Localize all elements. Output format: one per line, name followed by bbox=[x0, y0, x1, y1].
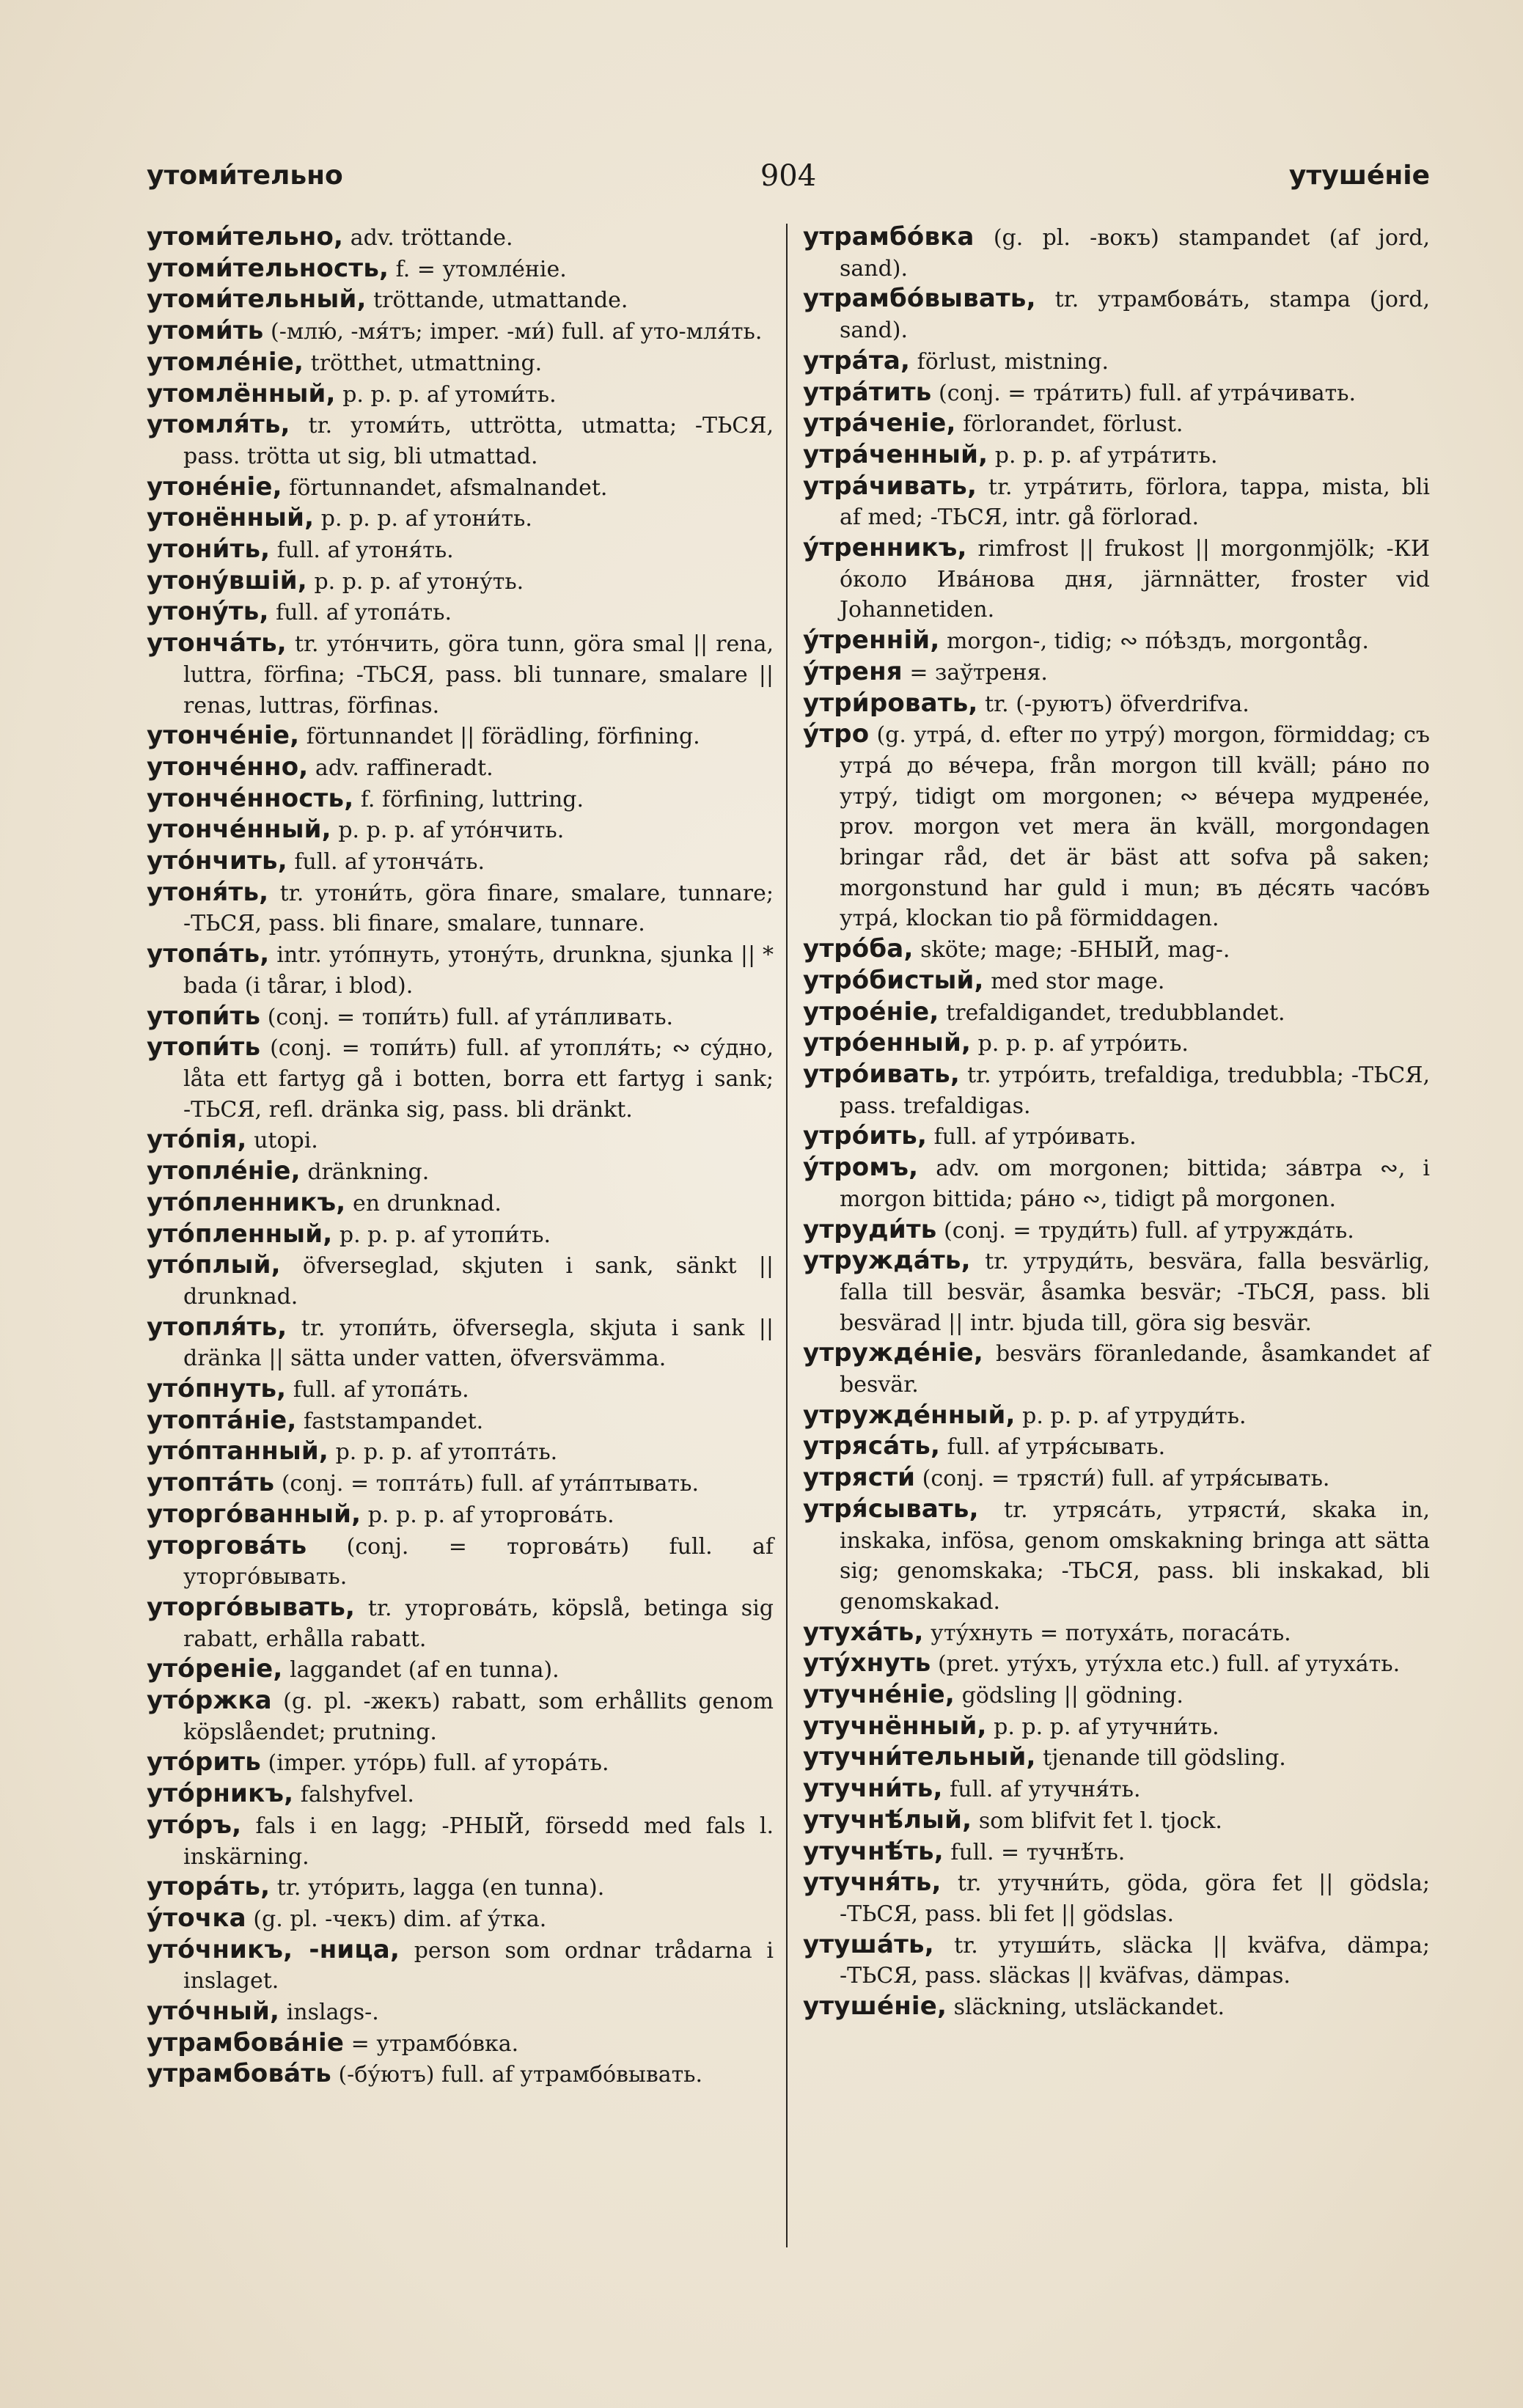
entry-headword: уто́пія, bbox=[147, 1125, 247, 1155]
entry-headword: утружде́нный, bbox=[803, 1400, 1016, 1430]
entry-definition: besvärs föranledande, åsamkandet af besvär. bbox=[840, 1341, 1430, 1398]
page-header bbox=[147, 154, 1430, 198]
dictionary-entry bbox=[147, 222, 774, 254]
dictionary-entry bbox=[147, 1250, 774, 1312]
entry-headword: утра́ченный, bbox=[803, 439, 988, 469]
entry-headword: утро́ивать, bbox=[803, 1059, 960, 1089]
entry-headword: утоми́ть bbox=[147, 316, 264, 346]
dictionary-entry bbox=[803, 346, 1430, 378]
entry-headword: утонче́нный, bbox=[147, 815, 331, 845]
dictionary-entry bbox=[147, 1593, 774, 1654]
dictionary-entry bbox=[147, 1002, 774, 1033]
dictionary-entry bbox=[803, 1401, 1430, 1432]
entry-definition: (g. pl. -вокъ) stampandet (af jord, sand). bbox=[840, 225, 1430, 282]
entry-definition: tr. уто́рить, lagga (en tunna). bbox=[270, 1875, 605, 1901]
entry-headword: утоми́тельно, bbox=[147, 222, 344, 252]
dictionary-entry bbox=[147, 1406, 774, 1437]
dictionary-entry bbox=[803, 1680, 1430, 1711]
entry-definition: tr. утоми́ть, uttrötta, utmatta; -ТЬСЯ, pass. trötta ut sig, bli utmattad. bbox=[183, 413, 774, 469]
dictionary-entry bbox=[803, 1494, 1430, 1618]
entry-definition: p. p. p. af утучни́ть. bbox=[986, 1714, 1219, 1740]
entry-definition: morgon-, tidig; ∾ по́ѣздъ, morgontåg. bbox=[939, 628, 1369, 655]
entry-headword: утучни́тельный, bbox=[803, 1742, 1036, 1772]
entry-definition: full. af утонча́ть. bbox=[287, 849, 485, 876]
entry-headword: утомле́ніе, bbox=[147, 347, 304, 377]
dictionary-entry bbox=[147, 1468, 774, 1500]
entry-headword: уту́хнуть bbox=[803, 1648, 931, 1678]
entry-definition: full. af утучня́ть. bbox=[942, 1777, 1141, 1803]
dictionary-entry bbox=[803, 657, 1430, 689]
dictionary-entry bbox=[147, 1997, 774, 2028]
entry-definition: tr. утуши́ть, släcka || kväfva, dämpa; -ТЬСЯ, pass. släckas || kväfvas, dämpas. bbox=[840, 1932, 1430, 1989]
dictionary-entry bbox=[803, 1774, 1430, 1805]
entry-headword: утонче́ніе, bbox=[147, 721, 300, 751]
dictionary-entry bbox=[147, 784, 774, 815]
entry-headword: утра́чивать, bbox=[803, 471, 977, 501]
entry-headword: утрамбо́вка bbox=[803, 222, 975, 252]
dictionary-entry bbox=[147, 878, 774, 939]
entry-definition: tjenande till gödsling. bbox=[1035, 1745, 1286, 1772]
dictionary-entry bbox=[803, 997, 1430, 1029]
dictionary-entry bbox=[147, 1313, 774, 1374]
entry-headword: утрамбова́ть bbox=[147, 2059, 331, 2089]
running-head-right: утуше́ніе bbox=[1288, 161, 1430, 191]
dictionary-entry bbox=[803, 1431, 1430, 1463]
entry-definition: (conj. = топи́ть) full. af утопля́ть; ∾ су́дно, låta ett fartyg gå i botten, borra ett fartyg i sank; -ТЬСЯ, refl. dränka sig, pass. bli dränkt. bbox=[183, 1035, 774, 1123]
entry-definition: (conj. = трясти́) full. af утря́сывать. bbox=[915, 1466, 1330, 1492]
entry-headword: утоня́ть, bbox=[147, 877, 269, 907]
dictionary-entry bbox=[147, 316, 774, 348]
dictionary-entry bbox=[803, 222, 1430, 284]
dictionary-entry bbox=[803, 1805, 1430, 1837]
dictionary-entry bbox=[803, 625, 1430, 657]
entry-headword: утоми́тельный, bbox=[147, 285, 367, 315]
entry-definition: fals i en lagg; -РНЫЙ, försedd med fals l. inskärning. bbox=[183, 1813, 774, 1870]
entry-headword: утопля́ть, bbox=[147, 1312, 287, 1342]
entry-definition: tr. утрамбова́ть, stampa (jord, sand). bbox=[840, 287, 1430, 344]
dictionary-entry bbox=[147, 1531, 774, 1593]
dictionary-entry bbox=[803, 1153, 1430, 1214]
dictionary-entry bbox=[803, 934, 1430, 966]
entry-definition: p. p. p. af утопта́ть. bbox=[329, 1439, 558, 1466]
dictionary-entry bbox=[147, 2028, 774, 2060]
dictionary-entry bbox=[147, 348, 774, 379]
dictionary-entry bbox=[147, 1810, 774, 1872]
entry-headword: уто́рить bbox=[147, 1747, 261, 1777]
entry-headword: уто́пнуть, bbox=[147, 1374, 287, 1404]
dictionary-entry bbox=[147, 1500, 774, 1531]
entry-headword: у́тренникъ, bbox=[803, 533, 967, 563]
entry-definition: öfverseglad, skjuten i sank, sänkt || drunknad. bbox=[183, 1253, 774, 1310]
entry-headword: утомлённый, bbox=[147, 378, 336, 408]
entry-headword: уто́чный, bbox=[147, 1997, 280, 2027]
entry-definition: dränkning. bbox=[300, 1159, 430, 1186]
entry-headword: утонча́ть, bbox=[147, 628, 287, 658]
entry-definition: p. p. p. af утро́ить. bbox=[971, 1031, 1189, 1057]
entry-definition: full. af утопа́ть. bbox=[286, 1377, 469, 1403]
dictionary-entry bbox=[147, 721, 774, 752]
entry-definition: förtunnandet || förädling, förfining. bbox=[299, 724, 700, 750]
entry-definition: trötthet, utmattning. bbox=[304, 350, 543, 376]
entry-definition: sköte; mage; -БНЫЙ, mag-. bbox=[913, 937, 1230, 963]
entry-definition: tr. утряса́ть, утрясти́, skaka in, inskaka, infösa, genom omskakning bringa att sätta sig; genomskaka; -ТЬСЯ, pass. bli inskakad, bli genomskakad. bbox=[840, 1497, 1430, 1615]
entry-definition: уту́хнуть = потуха́ть, погаса́ть. bbox=[923, 1620, 1291, 1646]
entry-headword: уто́ръ, bbox=[147, 1810, 242, 1840]
entry-headword: уторго́ванный, bbox=[147, 1499, 362, 1529]
entry-definition: adv. raffineradt. bbox=[308, 755, 493, 781]
dictionary-entry bbox=[803, 1121, 1430, 1153]
entry-headword: утро́ба, bbox=[803, 934, 914, 964]
dictionary-entry bbox=[147, 1156, 774, 1188]
dictionary-entry bbox=[147, 597, 774, 628]
entry-definition: (-бу́ютъ) full. af утрамбо́вывать. bbox=[331, 2062, 703, 2088]
entry-definition: trefaldigandet, tredubblandet. bbox=[939, 999, 1285, 1026]
entry-definition: person som ordnar trådarna i inslaget. bbox=[183, 1937, 774, 1994]
entry-definition: = утрамбо́вка. bbox=[344, 2030, 519, 2057]
dictionary-entry bbox=[147, 628, 774, 721]
entry-headword: уто́плый, bbox=[147, 1250, 281, 1280]
dictionary-entry bbox=[803, 966, 1430, 997]
dictionary-entry bbox=[147, 752, 774, 784]
entry-headword: у́тромъ, bbox=[803, 1153, 919, 1183]
dictionary-entry bbox=[147, 1779, 774, 1810]
dictionary-entry bbox=[803, 1868, 1430, 1929]
entry-definition: p. p. p. af уторгова́ть. bbox=[361, 1502, 614, 1528]
dictionary-entry bbox=[803, 284, 1430, 345]
page-number: 904 bbox=[760, 159, 817, 193]
entry-definition: full. af утро́ивать. bbox=[927, 1124, 1137, 1150]
entry-definition: inslags-. bbox=[279, 2000, 379, 2026]
entry-headword: утро́ить, bbox=[803, 1121, 928, 1151]
dictionary-entry bbox=[147, 846, 774, 878]
dictionary-entry bbox=[803, 408, 1430, 440]
dictionary-entry bbox=[803, 1618, 1430, 1649]
dictionary-entry bbox=[803, 1060, 1430, 1121]
entry-headword: уто́птанный, bbox=[147, 1436, 329, 1467]
entry-definition: förtunnandet, afsmalnandet. bbox=[282, 474, 608, 501]
entry-headword: утопта́ть bbox=[147, 1468, 275, 1498]
entry-definition: laggandet (af en tunna). bbox=[282, 1657, 559, 1684]
dictionary-entry bbox=[803, 1648, 1430, 1680]
entry-definition: p. p. p. af утра́тить. bbox=[988, 442, 1218, 469]
entry-headword: утора́ть, bbox=[147, 1872, 271, 1902]
entry-definition: tr. утруди́ть, besvära, falla besvärlig, falla till besvär, åsamka besvär; -ТЬСЯ, pass. bli besvärad || intr. bjuda till, göra sig besvär. bbox=[840, 1249, 1430, 1336]
right-column bbox=[803, 222, 1430, 2023]
entry-headword: утучне́ніе, bbox=[803, 1680, 955, 1710]
running-head-left: утоми́тельно bbox=[147, 161, 343, 191]
entry-headword: уто́реніе, bbox=[147, 1654, 283, 1684]
entry-definition: adv. tröttande. bbox=[343, 225, 513, 251]
entry-headword: уторго́вывать, bbox=[147, 1592, 356, 1622]
dictionary-entry bbox=[147, 1188, 774, 1219]
entry-definition: falshyfvel. bbox=[293, 1782, 414, 1808]
entry-definition: (g. pl. -чекъ) dim. af у́тка. bbox=[246, 1906, 547, 1932]
entry-definition: med stor mage. bbox=[983, 968, 1165, 994]
entry-definition: f. = утомле́ніе. bbox=[389, 256, 567, 282]
entry-headword: у́тренній, bbox=[803, 625, 940, 656]
dictionary-entry bbox=[803, 378, 1430, 409]
entry-headword: уторгова́ть bbox=[147, 1530, 307, 1560]
entry-definition: tr. утопи́ть, öfversegla, skjuta i sank || dränka || sätta under vatten, öfversvämma. bbox=[183, 1315, 774, 1372]
entry-headword: утонённый, bbox=[147, 503, 315, 533]
entry-definition: full. = тучнѣ́ть. bbox=[943, 1839, 1126, 1865]
entry-headword: утонче́нность, bbox=[147, 783, 354, 813]
entry-definition: p. p. p. af утону́ть. bbox=[307, 568, 524, 595]
entry-headword: утомля́ть, bbox=[147, 410, 290, 440]
dictionary-entry bbox=[803, 1246, 1430, 1338]
entry-definition: (conj. = тра́тить) full. af утра́чивать. bbox=[931, 380, 1357, 406]
entry-definition: full. af утря́сывать. bbox=[940, 1434, 1166, 1461]
dictionary-entry bbox=[147, 254, 774, 285]
entry-headword: утружде́ніе, bbox=[803, 1338, 984, 1368]
entry-definition: (conj. = торгова́ть) full. af уторго́вывать. bbox=[183, 1533, 774, 1590]
entry-headword: у́тро bbox=[803, 719, 870, 749]
entry-definition: som blifvit fet l. tjock. bbox=[972, 1807, 1222, 1834]
entry-headword: утра́тить bbox=[803, 377, 932, 407]
left-column bbox=[147, 222, 774, 2091]
entry-definition: p. p. p. af утопи́ть. bbox=[332, 1222, 551, 1248]
dictionary-entry bbox=[147, 503, 774, 535]
entry-headword: утучня́ть, bbox=[803, 1868, 942, 1898]
entry-headword: утоми́тельность, bbox=[147, 253, 389, 283]
entry-headword: утружда́ть, bbox=[803, 1246, 971, 1276]
entry-headword: утро́бистый, bbox=[803, 965, 984, 995]
entry-definition: tr. уторгова́ть, köpslå, betinga sig rabatt, erhålla rabatt. bbox=[183, 1595, 774, 1652]
entry-definition: utopi. bbox=[246, 1128, 318, 1154]
entry-headword: утону́вшій, bbox=[147, 565, 307, 595]
entry-headword: у́треня bbox=[803, 656, 903, 686]
dictionary-entry bbox=[147, 1125, 774, 1156]
dictionary-entry bbox=[147, 1904, 774, 1935]
dictionary-entry bbox=[147, 815, 774, 846]
entry-headword: утопи́ть bbox=[147, 1032, 261, 1062]
column-divider bbox=[786, 224, 788, 2247]
entry-headword: уто́чникъ, -ница, bbox=[147, 1934, 400, 1964]
dictionary-entry bbox=[803, 1837, 1430, 1868]
entry-definition: (conj. = топи́ть) full. af ута́пливать. bbox=[260, 1004, 674, 1030]
entry-definition: (g. pl. -жекъ) rabatt, som erhållits genom köpslåendet; prutning. bbox=[183, 1689, 774, 1745]
entry-definition: (conj. = труди́ть) full. af утружда́ть. bbox=[936, 1217, 1354, 1244]
entry-definition: adv. om morgonen; bittida; за́втра ∾, i morgon bittida; ра́но ∾, tidigt på morgonen. bbox=[840, 1156, 1430, 1212]
entry-definition: förlust, mistning. bbox=[910, 348, 1109, 375]
entry-definition: tröttande, utmattande. bbox=[366, 287, 628, 314]
dictionary-entry bbox=[147, 379, 774, 411]
entry-definition: tr. утони́ть, göra finare, smalare, tunnare; -ТЬСЯ, pass. bli finare, smalare, tunnare. bbox=[183, 880, 774, 937]
dictionary-entry bbox=[147, 1686, 774, 1747]
dictionary-entry bbox=[147, 472, 774, 504]
dictionary-entry bbox=[147, 535, 774, 566]
entry-definition: p. p. p. af утоми́ть. bbox=[335, 381, 557, 408]
entry-definition: (imper. уто́рь) full. af утора́ть. bbox=[261, 1750, 609, 1777]
entry-definition: = заўтреня. bbox=[902, 659, 1048, 686]
entry-headword: утри́ровать, bbox=[803, 688, 978, 718]
dictionary-entry bbox=[147, 1374, 774, 1406]
dictionary-entry bbox=[803, 1930, 1430, 1992]
dictionary-entry bbox=[803, 1338, 1430, 1400]
entry-definition: (-млю́, -мя́тъ; imper. -ми́) full. af уто-мля́ть. bbox=[263, 319, 763, 345]
entry-definition: gödsling || gödning. bbox=[955, 1683, 1183, 1709]
entry-headword: утучнѣ́ть, bbox=[803, 1836, 944, 1866]
dictionary-entry bbox=[147, 566, 774, 598]
entry-headword: утони́ть, bbox=[147, 535, 271, 565]
entry-definition: full. af утопа́ть. bbox=[268, 600, 452, 626]
entry-headword: утуха́ть, bbox=[803, 1617, 924, 1647]
dictionary-entry bbox=[147, 939, 774, 1001]
dictionary-entry bbox=[803, 689, 1430, 720]
dictionary-entry bbox=[147, 285, 774, 316]
entry-definition: tr. уто́нчить, göra tunn, göra smal || rena, luttra, förfina; -ТЬСЯ, pass. bli tunnare, smalare || renas, luttras, förfinas. bbox=[183, 631, 774, 719]
entry-headword: утучнённый, bbox=[803, 1711, 987, 1741]
dictionary-entry bbox=[147, 1219, 774, 1251]
entry-definition: intr. уто́пнуть, утону́ть, drunkna, sjunka || * bada (i tårar, i blod). bbox=[183, 942, 774, 999]
dictionary-entry bbox=[803, 1463, 1430, 1494]
dictionary-entry bbox=[803, 719, 1430, 934]
entry-headword: утро́енный, bbox=[803, 1028, 972, 1058]
dictionary-entry bbox=[147, 1872, 774, 1904]
entry-definition: (g. утра́, d. efter по утру́) morgon, förmiddag; съ утра́ до ве́чера, från morgon till kväll; ра́но по утру́, tidigt om morgonen; ∾ ве́чера мудрене́е, prov. morgon vet mera än kväll, morgondagen bringar råd, det är bäst att sofva på saken; morgonstund har guld i mun; въ де́сять часо́въ утра́, klockan tio på förmiddagen. bbox=[840, 722, 1430, 932]
dictionary-entry bbox=[147, 1747, 774, 1779]
dictionary-entry bbox=[803, 1215, 1430, 1247]
entry-headword: утопи́ть bbox=[147, 1001, 261, 1031]
dictionary-entry bbox=[803, 471, 1430, 533]
entry-definition: (conj. = топта́ть) full. af ута́птывать. bbox=[274, 1471, 700, 1497]
entry-definition: rimfrost || frukost || morgonmjölk; -КИ о́коло Ива́нова дня, järnnätter, froster vid Johannetiden. bbox=[840, 536, 1430, 623]
entry-headword: утонче́нно, bbox=[147, 752, 309, 782]
entry-headword: утучнѣ́лый, bbox=[803, 1805, 972, 1835]
entry-headword: утруди́ть bbox=[803, 1214, 937, 1244]
entry-headword: уто́ржка bbox=[147, 1686, 272, 1716]
entry-headword: утопа́ть, bbox=[147, 939, 270, 969]
dictionary-entry bbox=[147, 1436, 774, 1468]
dictionary-entry bbox=[803, 1711, 1430, 1743]
dictionary-entry bbox=[147, 1654, 774, 1686]
dictionary-entry bbox=[803, 1742, 1430, 1774]
entry-headword: уто́пленный, bbox=[147, 1219, 333, 1249]
entry-definition: släckning, utsläckandet. bbox=[947, 1994, 1225, 2021]
dictionary-entry bbox=[147, 1935, 774, 1997]
entry-definition: p. p. p. af уто́нчить. bbox=[331, 818, 565, 844]
dictionary-entry bbox=[147, 410, 774, 471]
entry-definition: tr. (-руютъ) öfverdrifva. bbox=[977, 691, 1249, 717]
entry-headword: утопта́ніе, bbox=[147, 1405, 297, 1435]
entry-headword: утрясти́ bbox=[803, 1463, 916, 1493]
entry-headword: утрамбо́вывать, bbox=[803, 284, 1036, 314]
entry-headword: утрамбова́ніе bbox=[147, 2027, 345, 2058]
entry-headword: уто́рникъ, bbox=[147, 1779, 294, 1809]
entry-definition: tr. утучни́ть, göda, göra fet || gödsla; -ТЬСЯ, pass. bli fet || gödslas. bbox=[840, 1871, 1430, 1927]
dictionary-entry bbox=[147, 1032, 774, 1125]
entry-headword: утону́ть, bbox=[147, 597, 269, 627]
entry-definition: förlorandet, förlust. bbox=[955, 411, 1183, 438]
dictionary-entry bbox=[803, 1028, 1430, 1060]
entry-headword: уто́пленникъ, bbox=[147, 1187, 346, 1217]
entry-definition: en drunknad. bbox=[345, 1190, 502, 1216]
entry-headword: уто́нчить, bbox=[147, 846, 287, 876]
entry-definition: p. p. p. af утони́ть. bbox=[314, 506, 532, 532]
entry-headword: утучни́ть, bbox=[803, 1774, 943, 1804]
entry-definition: full. af утоня́ть. bbox=[270, 537, 454, 564]
entry-definition: faststampandet. bbox=[296, 1408, 484, 1434]
entry-definition: tr. утра́тить, förlora, tappa, mista, bli af med; -ТЬСЯ, intr. gå förlorad. bbox=[840, 474, 1430, 531]
entry-headword: утрое́ніе, bbox=[803, 996, 939, 1027]
entry-headword: утоне́ніе, bbox=[147, 471, 282, 502]
dictionary-entry bbox=[147, 2059, 774, 2091]
entry-headword: утра́ченіе, bbox=[803, 408, 956, 438]
entry-definition: f. förfining, luttring. bbox=[353, 786, 584, 812]
entry-headword: утряса́ть, bbox=[803, 1431, 941, 1461]
entry-headword: утра́та, bbox=[803, 345, 911, 375]
entry-definition: (pret. уту́хъ, уту́хла etc.) full. af утуха́ть. bbox=[931, 1651, 1401, 1678]
entry-definition: tr. утро́ить, trefaldiga, tredubbla; -ТЬСЯ, pass. trefaldigas. bbox=[840, 1062, 1430, 1119]
entry-definition: p. p. p. af утруди́ть. bbox=[1015, 1403, 1247, 1429]
dictionary-entry bbox=[803, 533, 1430, 625]
dictionary-entry bbox=[803, 1992, 1430, 2023]
entry-headword: утуша́ть, bbox=[803, 1929, 934, 1959]
entry-headword: утря́сывать, bbox=[803, 1494, 979, 1524]
dictionary-entry bbox=[803, 440, 1430, 471]
entry-headword: утопле́ніе, bbox=[147, 1156, 301, 1186]
entry-headword: у́точка bbox=[147, 1903, 246, 1933]
entry-headword: утуше́ніе, bbox=[803, 1992, 947, 2022]
